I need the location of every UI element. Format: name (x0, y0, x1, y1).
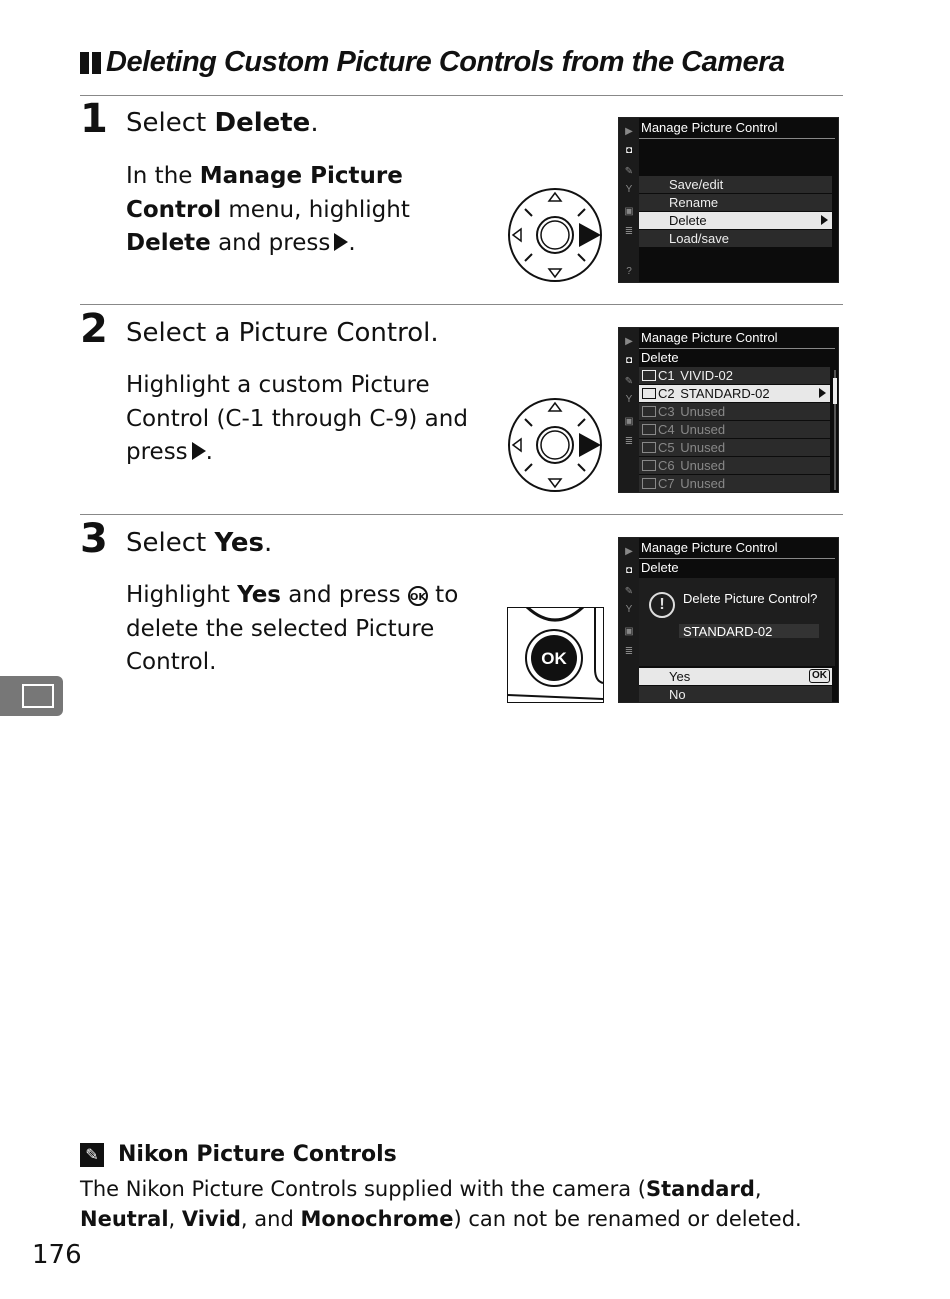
step-body (126, 579, 476, 680)
text-run: Manage Picture Control (126, 163, 403, 223)
picture-control-icon (642, 478, 656, 489)
pencil-icon: ✎ (624, 166, 634, 177)
text-run: Standard (645, 1177, 755, 1201)
picture-control-item[interactable] (639, 475, 830, 492)
ok-badge: OK (809, 669, 830, 683)
picture-control-icon (642, 424, 656, 435)
right-arrow-icon (192, 442, 206, 460)
item-name: Unused (676, 458, 726, 473)
confirm-question: Delete Picture Control? (683, 591, 818, 606)
warning-icon: ! (649, 592, 675, 618)
menu-item-label: Rename (669, 195, 719, 210)
playback-icon: ▶ (625, 546, 633, 557)
multi-selector-right-icon (507, 397, 603, 493)
text-run: Highlight (126, 582, 238, 608)
right-arrow-icon (821, 215, 828, 225)
chapter-tab (0, 676, 63, 716)
screen-title: Manage Picture Control (641, 120, 778, 135)
right-arrow-icon (819, 388, 826, 398)
text-run: Monochrome (300, 1207, 454, 1231)
menu-item[interactable] (639, 194, 832, 211)
section-heading (80, 46, 785, 79)
step-title: Select Yes. (126, 528, 273, 558)
text-run: , and (240, 1207, 301, 1231)
divider (80, 304, 843, 305)
item-name: Unused (676, 440, 726, 455)
item-name: VIVID-02 (676, 368, 733, 383)
picture-control-item[interactable] (639, 421, 830, 438)
retouch-icon: ▣ (624, 626, 634, 637)
screen-title: Manage Picture Control (641, 330, 778, 345)
menu-item[interactable] (639, 176, 832, 193)
my-menu-icon: ≣ (624, 646, 634, 657)
text-run: Vivid (181, 1207, 241, 1231)
divider (80, 95, 843, 96)
step-number: 3 (80, 516, 108, 562)
item-code: C5 (658, 440, 675, 455)
text-run: Delete (126, 230, 211, 256)
text-run: , (168, 1207, 182, 1231)
text-run: Neutral (80, 1207, 169, 1231)
camera-menu-screen-3 (618, 537, 839, 703)
screen-subtitle: Delete (641, 350, 679, 365)
camera-icon: ◘ (625, 565, 633, 576)
yes-option[interactable]: Yes OK (639, 668, 832, 685)
text-run: ) can not be renamed or deleted. (453, 1207, 802, 1231)
menu-item-label: Save/edit (669, 177, 724, 192)
ok-button-icon (507, 607, 604, 703)
step-body (126, 369, 476, 470)
text-run: Highlight a custom Picture Control (C-1 through C-9) and press (126, 372, 468, 465)
item-code: C3 (658, 404, 675, 419)
step-title: Select a Picture Control. (126, 318, 439, 348)
camera-menu-screen-2 (618, 327, 839, 493)
picture-control-item[interactable] (639, 439, 830, 456)
picture-control-icon (642, 460, 656, 471)
scrollbar-thumb (833, 378, 837, 404)
screen-title: Manage Picture Control (641, 540, 778, 555)
retouch-icon: ▣ (624, 416, 634, 427)
ok-button-label: OK (541, 649, 567, 668)
text-run: In the (126, 163, 200, 189)
menu-item-label: Delete (669, 213, 707, 228)
step-number: 1 (80, 96, 108, 142)
my-menu-icon: ≣ (624, 226, 634, 237)
text-run: . (348, 230, 356, 256)
tip-body (80, 1174, 860, 1234)
playback-icon: ▶ (625, 336, 633, 347)
page-number: 176 (32, 1240, 82, 1270)
step-number: 2 (80, 306, 108, 352)
item-code: C6 (658, 458, 675, 473)
text-run: to delete the selected Picture Control. (126, 582, 459, 675)
picture-control-icon (642, 442, 656, 453)
tip-heading: ✎ Nikon Picture Controls (80, 1142, 397, 1167)
camera-icon: ◘ (625, 355, 633, 366)
text-run: and press (210, 230, 331, 256)
divider (80, 514, 843, 515)
picture-control-name: STANDARD-02 (683, 624, 773, 639)
playback-icon: ▶ (625, 126, 633, 137)
item-name: STANDARD-02 (676, 386, 770, 401)
item-name: Unused (676, 422, 726, 437)
section-marker-icon (80, 52, 101, 74)
wrench-icon: Y (625, 394, 633, 405)
retouch-icon: ▣ (624, 206, 634, 217)
text-run: . (205, 439, 213, 465)
text-run: menu, highlight (221, 196, 410, 223)
picture-control-icon (642, 388, 656, 399)
right-arrow-icon (334, 233, 348, 251)
picture-control-item[interactable] (639, 385, 830, 402)
item-code: C1 (658, 368, 675, 383)
wrench-icon: Y (625, 604, 633, 615)
step-body (126, 160, 426, 261)
picture-control-item[interactable] (639, 367, 830, 384)
menu-item[interactable] (639, 212, 832, 229)
picture-control-icon (642, 370, 656, 381)
step-title: Select Delete. (126, 108, 319, 138)
item-name: Unused (676, 476, 726, 491)
item-code: C4 (658, 422, 675, 437)
item-code: C2 (658, 386, 675, 401)
section-heading-text: Deleting Custom Picture Controls from the Camera (106, 46, 785, 78)
my-menu-icon: ≣ (624, 436, 634, 447)
picture-control-icon (642, 406, 656, 417)
ok-glyph-icon: OK (408, 586, 428, 606)
picture-control-icon (22, 684, 54, 708)
pencil-icon: ✎ (624, 586, 634, 597)
note-pencil-icon: ✎ (80, 1143, 104, 1167)
pencil-icon: ✎ (624, 376, 634, 387)
text-run: , (754, 1177, 762, 1201)
wrench-icon: Y (625, 184, 633, 195)
screen-subtitle: Delete (641, 560, 679, 575)
item-code: C7 (658, 476, 675, 491)
menu-item-label: Load/save (669, 231, 729, 246)
help-icon: ? (626, 266, 632, 277)
no-option[interactable]: No (639, 686, 832, 703)
item-name: Unused (676, 404, 726, 419)
camera-menu-screen-1 (618, 117, 839, 283)
camera-icon: ◘ (625, 145, 633, 156)
picture-control-item[interactable] (639, 457, 830, 474)
picture-control-item[interactable] (639, 403, 830, 420)
text-run: Yes (237, 582, 281, 608)
multi-selector-right-icon (507, 187, 603, 283)
text-run: and press (281, 582, 408, 608)
menu-item[interactable] (639, 230, 832, 247)
text-run: The Nikon Picture Controls supplied with the camera ( (80, 1177, 646, 1201)
